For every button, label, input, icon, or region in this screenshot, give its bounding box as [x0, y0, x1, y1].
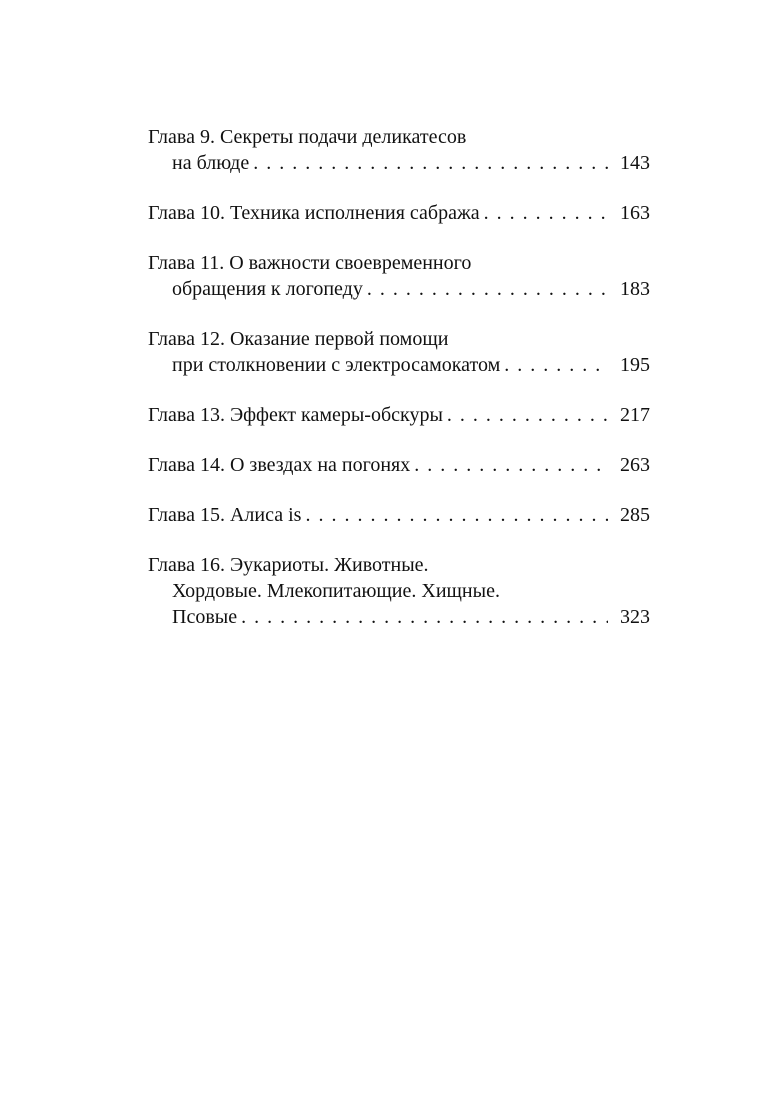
page-number: 143 [620, 152, 650, 174]
page-number: 285 [620, 504, 650, 526]
toc-line [148, 502, 650, 528]
toc-entry-chapter-15[interactable] [148, 502, 650, 528]
page-number: 163 [620, 202, 650, 224]
toc-line [148, 326, 650, 352]
chapter-title: Глава 14. О звездах на погонях [148, 454, 411, 476]
dot-leader [241, 604, 608, 630]
toc-line [148, 276, 650, 302]
chapter-title: Глава 13. Эффект камеры-обскуры [148, 404, 443, 426]
table-of-contents [148, 124, 650, 654]
dot-leader [447, 402, 608, 428]
dot-leader [414, 452, 608, 478]
toc-entry-chapter-12[interactable] [148, 326, 650, 378]
chapter-title: Глава 9. Секреты подачи деликатесов [148, 126, 467, 148]
dot-leader [484, 200, 608, 226]
toc-entry-chapter-9[interactable] [148, 124, 650, 176]
chapter-title: Глава 12. Оказание первой помощи [148, 328, 449, 350]
page-number: 183 [620, 278, 650, 300]
dot-leader [504, 352, 608, 378]
toc-line [148, 352, 650, 378]
toc-entry-chapter-14[interactable] [148, 452, 650, 478]
toc-entry-chapter-16[interactable] [148, 552, 650, 630]
toc-line [148, 200, 650, 226]
toc-entry-chapter-13[interactable] [148, 402, 650, 428]
toc-line [148, 578, 650, 604]
chapter-title-continuation: Хордовые. Млекопитающие. Хищные. [172, 580, 500, 602]
dot-leader [253, 150, 608, 176]
toc-line [148, 552, 650, 578]
page-number: 195 [620, 354, 650, 376]
toc-line [148, 604, 650, 630]
dot-leader [367, 276, 608, 302]
toc-line [148, 150, 650, 176]
toc-line [148, 124, 650, 150]
chapter-title: Глава 10. Техника исполнения сабража [148, 202, 480, 224]
toc-entry-chapter-11[interactable] [148, 250, 650, 302]
toc-line [148, 452, 650, 478]
toc-entry-chapter-10[interactable] [148, 200, 650, 226]
page-number: 323 [620, 606, 650, 628]
page-number: 217 [620, 404, 650, 426]
chapter-title-continuation: на блюде [172, 152, 250, 174]
page-number: 263 [620, 454, 650, 476]
toc-line [148, 402, 650, 428]
chapter-title-continuation: обращения к логопеду [172, 278, 363, 300]
dot-leader [305, 502, 608, 528]
chapter-title: Глава 15. Алиса is [148, 504, 302, 526]
chapter-title-continuation: Псовые [172, 606, 238, 628]
toc-line [148, 250, 650, 276]
chapter-title: Глава 16. Эукариоты. Животные. [148, 554, 429, 576]
chapter-title: Глава 11. О важности своевременного [148, 252, 472, 274]
chapter-title-continuation: при столкновении с электросамокатом [172, 354, 501, 376]
